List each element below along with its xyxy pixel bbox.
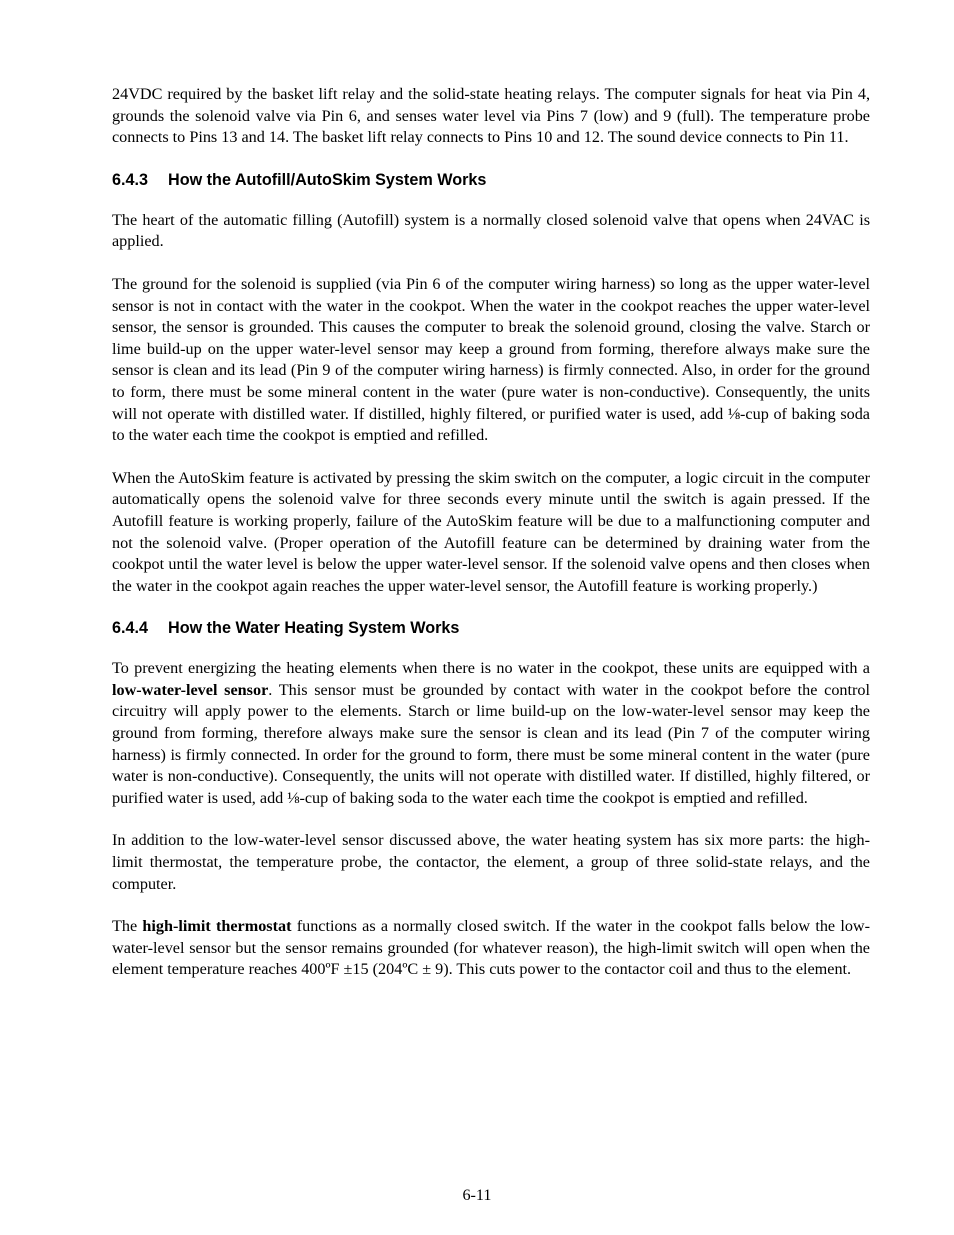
autofill-paragraph-2: The ground for the solenoid is supplied (via Pin 6 of the computer wiring harness) so long as the upper water-level sensor is not in contact with the water in the cookpot. When the water in the cookpot reaches the upper water-level sensor, the sensor is grounded. This causes the computer to break the solenoid ground, closing the valve. Starch or lime build-up on the upper water-level sensor may keep a ground from forming, therefore always make sure the sensor is clean and its lead (Pin 9 of the computer wiring harness) is firmly connected. Also, in order for the ground to form, there must be some mineral content in the water (pure water is non-conductive). Consequently, the units will not operate with distilled water. If distilled, highly filtered, or purified water is used, add ⅛-cup of baking soda to the water each time the cookpot is emptied and refilled.: [112, 274, 870, 445]
section-number: 6.4.3: [112, 170, 149, 189]
section-number: 6.4.4: [112, 619, 149, 638]
autofill-paragraph-1: The heart of the automatic filling (Autofill) system is a normally closed solenoid valve that opens when 24VAC is applied.: [112, 210, 870, 251]
heating-paragraph-2: In addition to the low-water-level sensor discussed above, the water heating system has six more parts: the high-limit thermostat, the temperature probe, the contactor, the element, a group of three solid-state relays, and the computer.: [112, 831, 870, 893]
heating-paragraph-3: [112, 916, 870, 981]
section-heading-6-4-4: [112, 618, 870, 639]
text-run: . This sensor must be grounded by contact with water in the cookpot before the control circuitry will apply power to the elements. Starch or lime build-up on the low-water-level sensor may keep the ground from forming, therefore always make sure the sensor is clean and its lead (Pin 7 of the computer wiring harness) is firmly connected. In order for the ground to form, there must be some mineral content in the water (pure water is non-conductive). Consequently, the units will not operate with distilled water. If distilled, highly filtered, or purified water is used, add ⅛-cup of baking soda to the water each time the cookpot is emptied and refilled.: [112, 680, 870, 807]
section-title: How the Water Heating System Works: [168, 619, 460, 638]
page-number: 6-11: [462, 1186, 492, 1204]
autoskim-paragraph: When the AutoSkim feature is activated by pressing the skim switch on the computer, a logic circuit in the computer automatically opens the solenoid valve for three seconds every minute until the switch is again pressed. If the Autofill feature is working properly, failure of the AutoSkim feature will be due to a malfunctioning computer and not the solenoid valve. (Proper operation of the Autofill feature can be determined by draining water from the cookpot until the water level is below the upper water-level sensor. If the solenoid valve opens and then closes when the water in the cookpot again reaches the upper water-level sensor, the Autofill feature is working properly.): [112, 468, 870, 595]
bold-term-low-water-level-sensor: low-water-level sensor: [112, 680, 269, 699]
text-run: The: [112, 917, 143, 936]
text-run: functions as a normally closed switch. If the water in the cookpot falls below the low-water-level sensor but the sensor remains grounded (for whatever reason), the high-limit switch will open when the element temperature reaches 400ºF ±15 (204ºC ± 9). This cuts power to the contactor coil and thus to the element.: [112, 917, 870, 979]
text-run: To prevent energizing the heating elements when there is no water in the cookpot, these units are equipped with a: [112, 659, 870, 678]
intro-paragraph: 24VDC required by the basket lift relay and the solid-state heating relays. The computer signals for heat via Pin 4, grounds the solenoid valve via Pin 6, and senses water level via Pins 7 (low) and 9 (full). The temperature probe connects to Pins 13 and 14. The basket lift relay connects to Pins 10 and 12. The sound device connects to Pin 11.: [112, 85, 870, 147]
bold-term-high-limit-thermostat: high-limit thermostat: [142, 917, 292, 936]
heating-paragraph-1: [112, 658, 870, 809]
section-title: How the Autofill/AutoSkim System Works: [168, 170, 487, 189]
document-page: [112, 84, 870, 1002]
section-heading-6-4-3: [112, 170, 870, 191]
